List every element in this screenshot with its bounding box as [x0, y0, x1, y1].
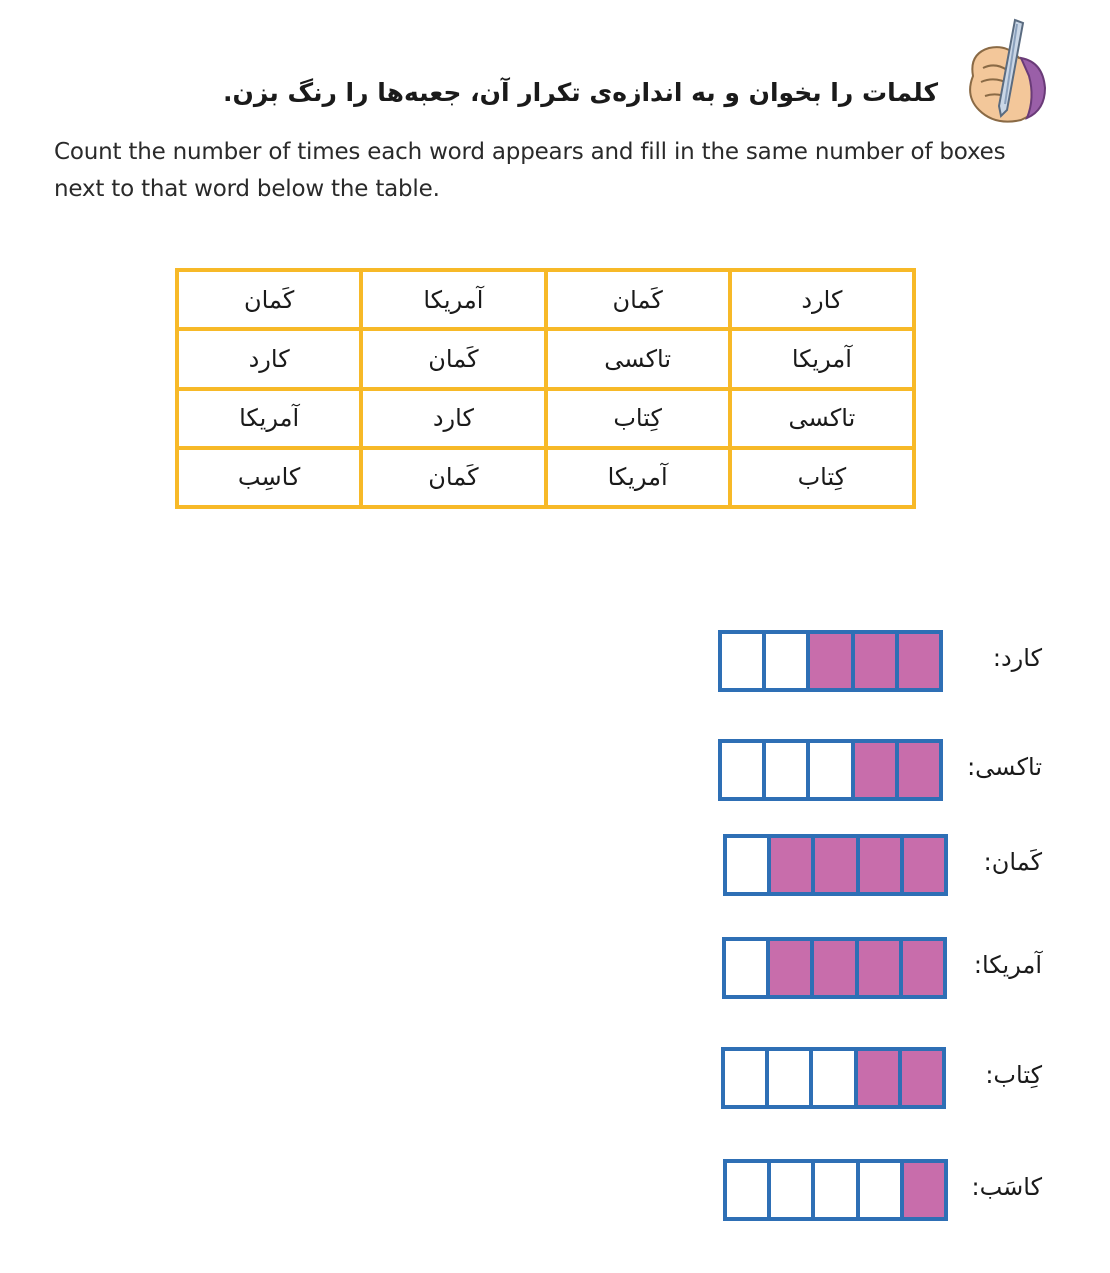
empty-box[interactable]	[766, 743, 806, 797]
table-cell: کِتاب	[730, 448, 914, 507]
pencil-hand-icon	[955, 14, 1051, 132]
table-cell: آمریکا	[546, 448, 730, 507]
empty-box[interactable]	[766, 634, 806, 688]
filled-box[interactable]	[810, 634, 850, 688]
table-cell: کَمان	[361, 329, 545, 388]
filled-box[interactable]	[899, 743, 939, 797]
count-boxes	[718, 739, 943, 801]
table-cell: کاسِب	[177, 448, 361, 507]
empty-box[interactable]	[726, 941, 766, 995]
count-row-kaman	[0, 834, 1110, 896]
count-label: تاکسی:	[967, 753, 1042, 781]
table-cell: کَمان	[361, 448, 545, 507]
table-row	[177, 329, 914, 388]
table-cell: کِتاب	[546, 389, 730, 448]
count-label: کارد:	[992, 644, 1042, 672]
filled-box[interactable]	[903, 941, 943, 995]
filled-box[interactable]	[855, 634, 895, 688]
empty-box[interactable]	[727, 838, 767, 892]
count-label: آمریکا:	[973, 951, 1042, 979]
count-boxes	[718, 630, 943, 692]
filled-box[interactable]	[904, 838, 944, 892]
count-label: کَمان:	[983, 848, 1042, 876]
count-boxes	[721, 1047, 946, 1109]
count-row-taxi	[0, 739, 1110, 801]
table-cell: کارد	[361, 389, 545, 448]
filled-box[interactable]	[814, 941, 854, 995]
empty-box[interactable]	[722, 634, 762, 688]
table-cell: کارد	[177, 329, 361, 388]
table-row	[177, 389, 914, 448]
filled-box[interactable]	[770, 941, 810, 995]
empty-box[interactable]	[769, 1051, 809, 1105]
count-boxes	[722, 937, 947, 999]
empty-box[interactable]	[725, 1051, 765, 1105]
table-cell: تاکسی	[730, 389, 914, 448]
count-row-kard	[0, 630, 1110, 692]
table-cell: آمریکا	[361, 270, 545, 329]
count-row-amrika	[0, 937, 1110, 999]
filled-box[interactable]	[771, 838, 811, 892]
table-cell: آمریکا	[730, 329, 914, 388]
table-cell: کَمان	[546, 270, 730, 329]
filled-box[interactable]	[815, 838, 855, 892]
filled-box[interactable]	[860, 838, 900, 892]
filled-box[interactable]	[855, 743, 895, 797]
empty-box[interactable]	[815, 1163, 855, 1217]
empty-box[interactable]	[771, 1163, 811, 1217]
filled-box[interactable]	[902, 1051, 942, 1105]
count-label: کِتاب:	[985, 1061, 1042, 1089]
word-table	[175, 268, 916, 509]
count-row-ketab	[0, 1047, 1110, 1109]
title-persian: کلمات را بخوان و به اندازه‌ی تکرار آن، جعبه‌ها را رنگ بزن.	[223, 78, 938, 107]
count-label: کاسَب:	[971, 1173, 1042, 1201]
table-row	[177, 270, 914, 329]
empty-box[interactable]	[860, 1163, 900, 1217]
empty-box[interactable]	[810, 743, 850, 797]
filled-box[interactable]	[858, 1051, 898, 1105]
table-cell: تاکسی	[546, 329, 730, 388]
count-row-kaseb	[0, 1159, 1110, 1221]
count-boxes	[723, 1159, 948, 1221]
filled-box[interactable]	[859, 941, 899, 995]
table-row	[177, 448, 914, 507]
empty-box[interactable]	[727, 1163, 767, 1217]
table-cell: کارد	[730, 270, 914, 329]
filled-box[interactable]	[904, 1163, 944, 1217]
filled-box[interactable]	[899, 634, 939, 688]
count-boxes	[723, 834, 948, 896]
table-cell: آمریکا	[177, 389, 361, 448]
empty-box[interactable]	[813, 1051, 853, 1105]
empty-box[interactable]	[722, 743, 762, 797]
instruction-english: Count the number of times each word appears and fill in the same number of boxes next to that word below the table.	[54, 139, 1006, 202]
table-cell: کَمان	[177, 270, 361, 329]
